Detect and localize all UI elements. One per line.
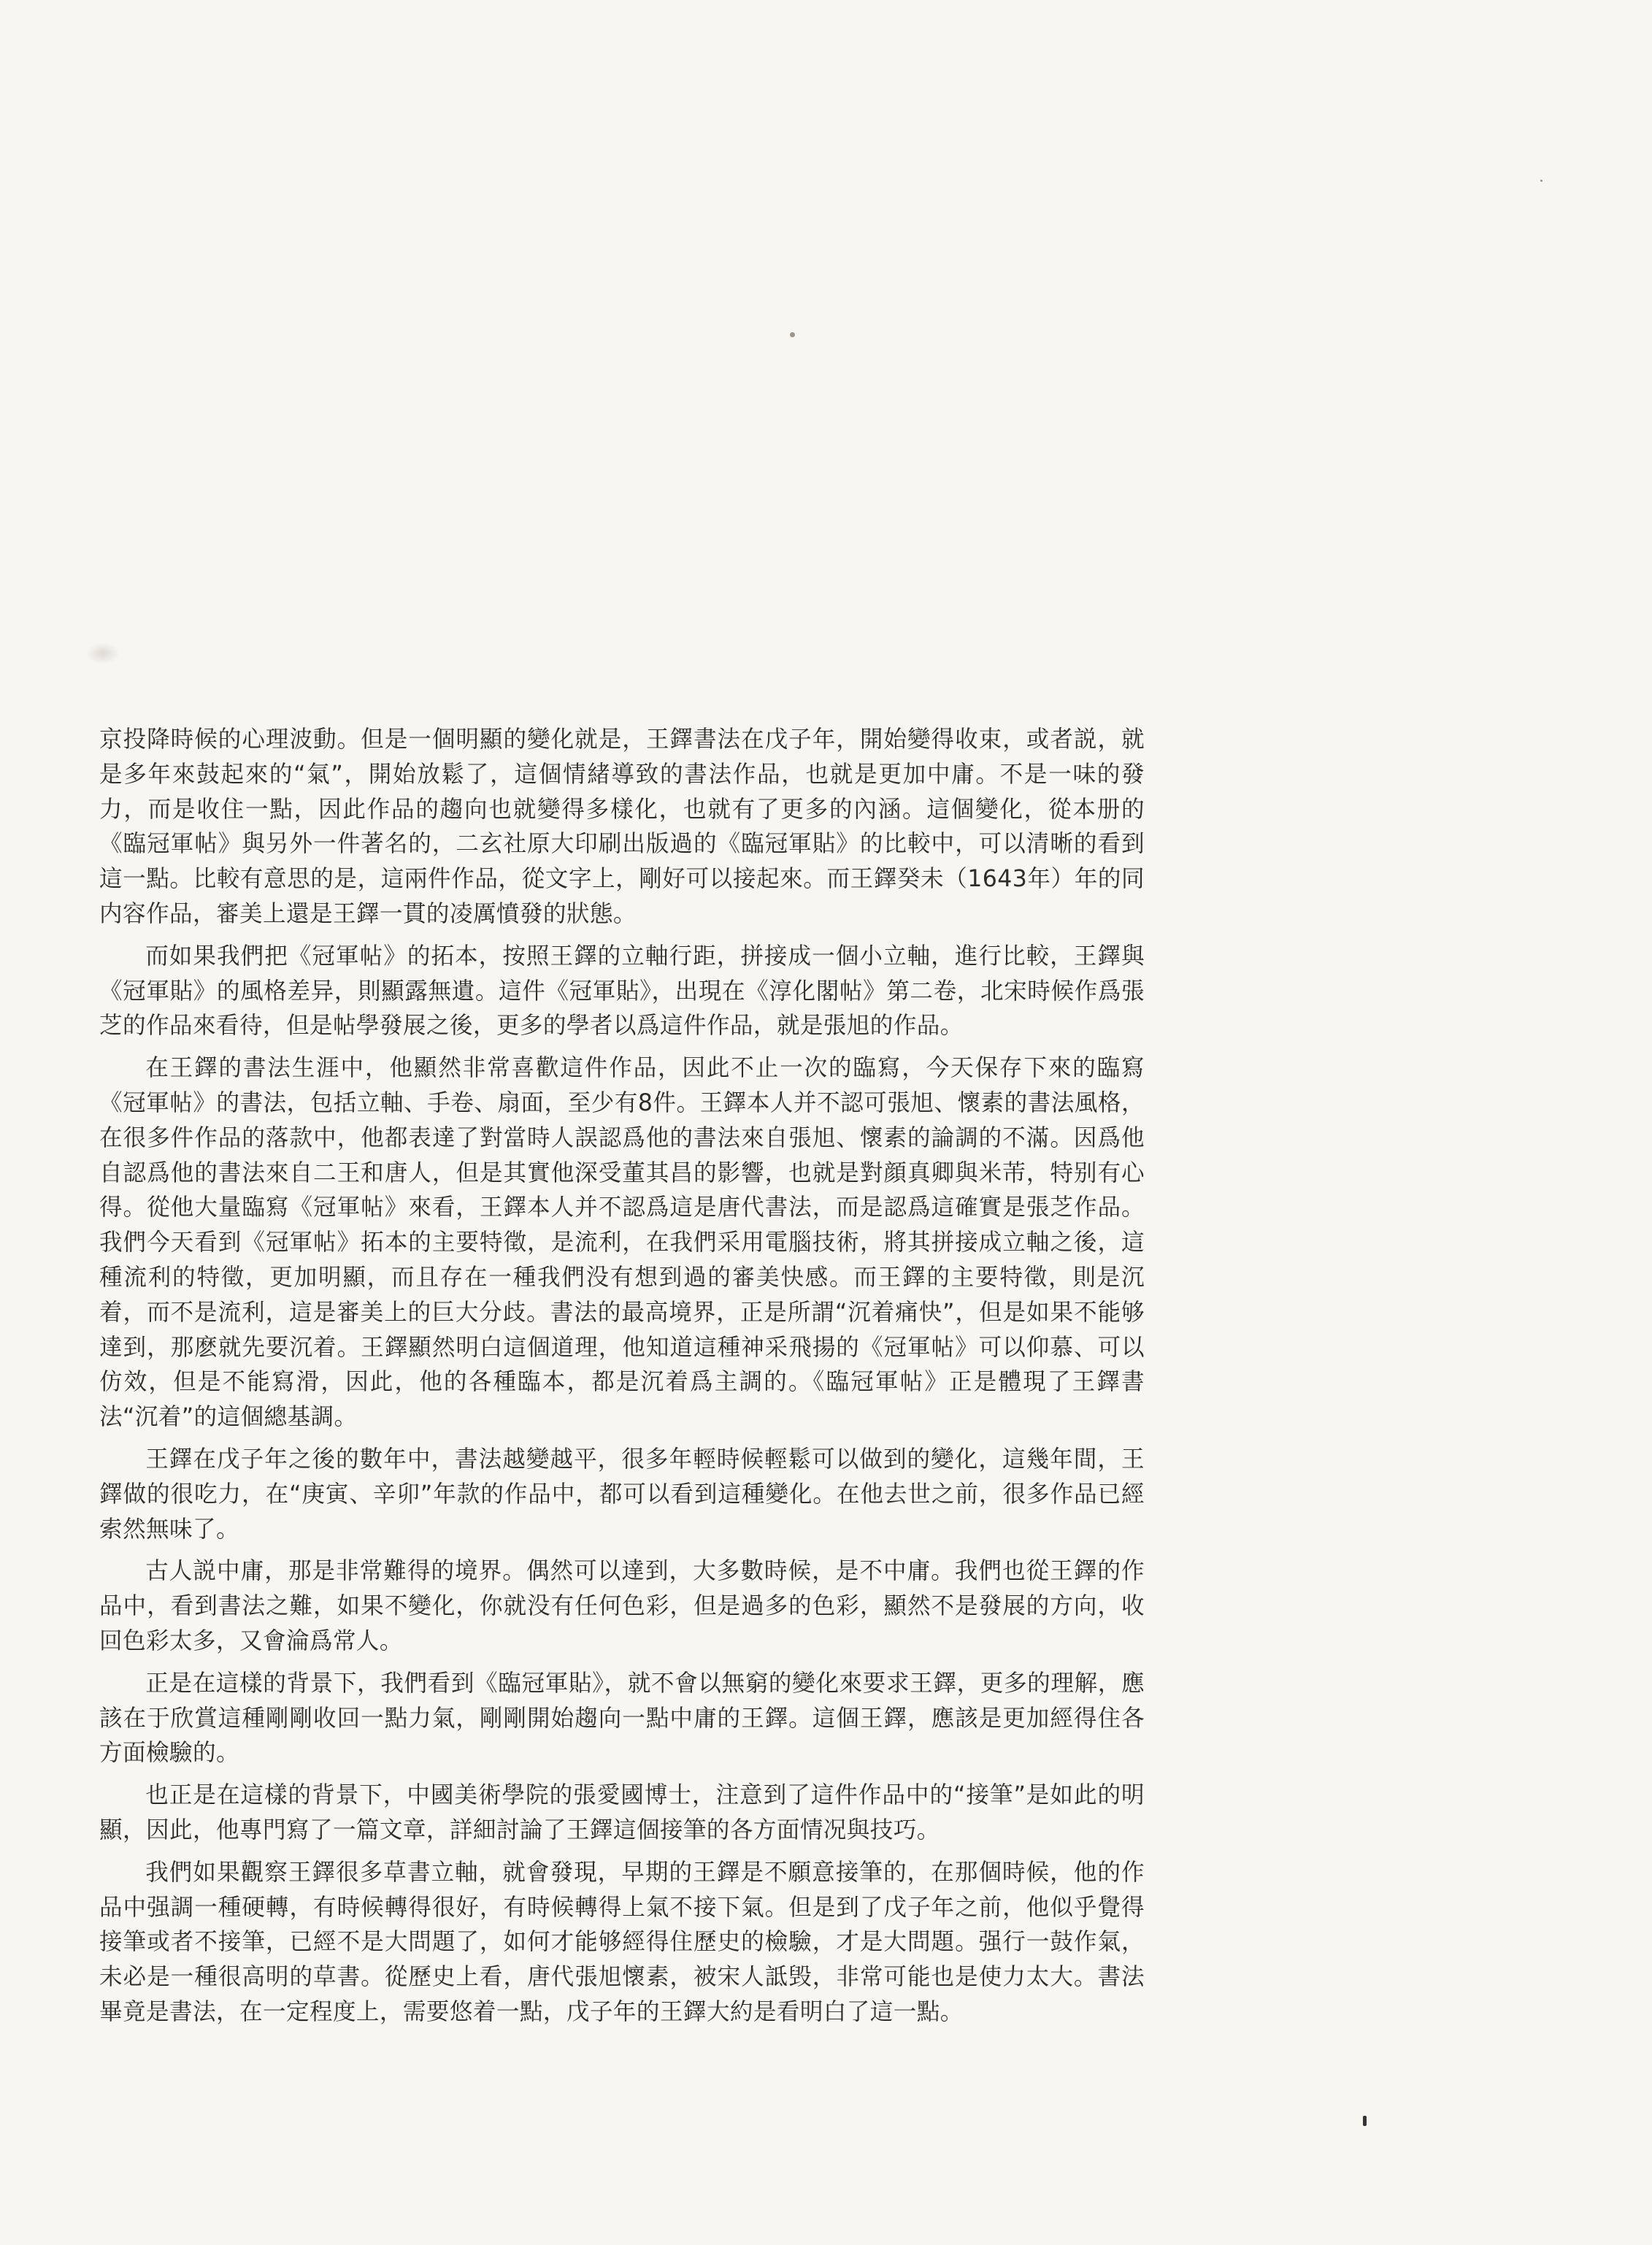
paper-smudge [86, 642, 120, 664]
paragraph-3: 在王鐸的書法生涯中，他顯然非常喜歡這件作品，因此不止一次的臨寫，今天保存下來的臨寫《冠軍帖》的書法，包括立軸、手卷、扇面，至少有8件。王鐸本人并不認可張旭、懷素的書法風格，在很多件作品的落款中，他都表達了對當時人誤認爲他的書法來自張旭、懷素的論調的不滿。因爲他自認爲他的書法來自二王和唐人，但是其實他深受董其昌的影響，也就是對顔真卿與米芾，特别有心得。從他大量臨寫《冠軍帖》來看，王鐸本人并不認爲這是唐代書法，而是認爲這確實是張芝作品。我們今天看到《冠軍帖》拓本的主要特徵，是流利，在我們采用電腦技術，將其拼接成立軸之後，這種流利的特徵，更加明顯，而且存在一種我們没有想到過的審美快感。而王鐸的主要特徵，則是沉着，而不是流利，這是審美上的巨大分歧。書法的最高境界，正是所謂“沉着痛快”，但是如果不能够達到，那麽就先要沉着。王鐸顯然明白這個道理，他知道這種神采飛揚的《冠軍帖》可以仰慕、可以仿效，但是不能寫滑，因此，他的各種臨本，都是沉着爲主調的。《臨冠軍帖》正是體現了王鐸書法“沉着”的這個總基調。 [99, 1055, 1145, 1431]
paragraph-6: 正是在這樣的背景下，我們看到《臨冠軍貼》，就不會以無窮的變化來要求王鐸，更多的理解，應該在于欣賞這種剛剛收回一點力氣，剛剛開始趨向一點中庸的王鐸。這個王鐸，應該是更加經得住各方面檢驗的。 [99, 1670, 1145, 1767]
essay-body [99, 723, 1145, 2038]
dust-speck [790, 332, 795, 337]
paragraph-1: 京投降時候的心理波動。但是一個明顯的變化就是，王鐸書法在戊子年，開始變得收束，或者説，就是多年來鼓起來的“氣”，開始放鬆了，這個情緒導致的書法作品，也就是更加中庸。不是一味的發力，而是收住一點，因此作品的趨向也就變得多樣化，也就有了更多的內涵。這個變化，從本册的《臨冠軍帖》與另外一件著名的，二玄社原大印刷出版過的《臨冠軍貼》的比較中，可以清晰的看到這一點。比較有意思的是，這兩件作品，從文字上，剛好可以接起來。而王鐸癸未（1643年）年的同内容作品，審美上還是王鐸一貫的凌厲憤發的狀態。 [99, 726, 1145, 927]
paragraph-2: 而如果我們把《冠軍帖》的拓本，按照王鐸的立軸行距，拼接成一個小立軸，進行比較，王鐸與《冠軍貼》的風格差异，則顯露無遺。這件《冠軍貼》，出現在《淳化閣帖》第二卷，北宋時候作爲張芝的作品來看待，但是帖學發展之後，更多的學者以爲這件作品，就是張旭的作品。 [99, 943, 1145, 1040]
paragraph-5: 古人説中庸，那是非常難得的境界。偶然可以達到，大多數時候，是不中庸。我們也從王鐸的作品中，看到書法之難，如果不變化，你就没有任何色彩，但是過多的色彩，顯然不是發展的方向，收回色彩太多，又會淪爲常人。 [99, 1558, 1145, 1654]
paragraph-8: 我們如果觀察王鐸很多草書立軸，就會發現，早期的王鐸是不願意接筆的，在那個時候，他的作品中强調一種硬轉，有時候轉得很好，有時候轉得上氣不接下氣。但是到了戊子年之前，他似乎覺得接筆或者不接筆，已經不是大問題了，如何才能够經得住歷史的檢驗，才是大問題。强行一鼓作氣，未必是一種很高明的草書。從歷史上看，唐代張旭懷素，被宋人詆毁，非常可能也是使力太大。書法畢竟是書法，在一定程度上，需要悠着一點，戊子年的王鐸大約是看明白了這一點。 [99, 1859, 1145, 2025]
paragraph-7: 也正是在這樣的背景下，中國美術學院的張愛國博士，注意到了這件作品中的“接筆”是如此的明顯，因此，他專門寫了一篇文章，詳細討論了王鐸這個接筆的各方面情况與技巧。 [99, 1782, 1145, 1843]
ink-mark [1363, 2116, 1367, 2126]
dust-speck [1540, 180, 1542, 182]
paragraph-4: 王鐸在戊子年之後的數年中，書法越變越平，很多年輕時候輕鬆可以做到的變化，這幾年間，王鐸做的很吃力，在“庚寅、辛卯”年款的作品中，都可以看到這種變化。在他去世之前，很多作品已經索然無味了。 [99, 1446, 1145, 1543]
